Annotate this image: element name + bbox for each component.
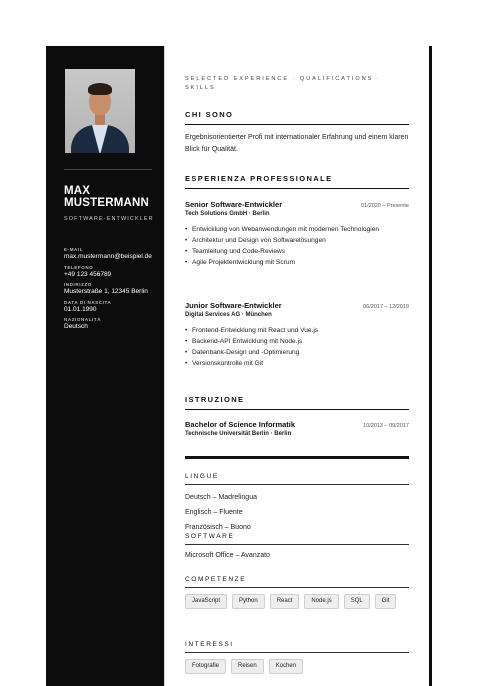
interests-list [185,659,409,674]
sidebar-divider [64,169,152,170]
school-name: Technische Universität Berlin · Berlin [185,431,292,437]
software-item: Microsoft Office – Avanzato [185,552,270,559]
section-rule [185,456,409,459]
interests-heading: INTERESSI [185,641,409,653]
education-dates: 10/2013 – 09/2017 [363,423,409,429]
email-value: max.mustermann@beispiel.de [64,253,152,260]
job-bullet: • Frontend-Entwicklung mit React und Vue.js [185,325,409,336]
nationality-value: Deutsch [64,323,88,330]
person-role: SOFTWARE-ENTWICKLER [64,216,154,222]
job-bullet: • Entwicklung von Webanwendungen mit modernen Technologien [185,224,409,235]
main-content [164,46,429,686]
job-entry [185,200,409,268]
job-bullet: • Versionskontrolle mit Git [185,358,409,369]
job-title: Senior Software-Entwickler [185,200,283,209]
software-heading: SOFTWARE [185,533,409,545]
education-entry [185,420,409,437]
interest-tag: Fotografie [185,659,226,674]
about-heading: CHI SONO [185,110,409,125]
job-bullets [185,325,409,369]
phone-label: TELEFONO [64,264,94,270]
skill-tag: JavaScript [185,594,227,609]
header-line: SELECTED EXPERIENCE · QUALIFICATIONS · SKILLS [185,76,381,91]
skill-tag: React [270,594,300,609]
job-bullet: • Teamleitung und Code-Reviews [185,246,409,257]
job-company: Digital Services AG · München [185,312,272,318]
language-item: Deutsch – Madrelingua [185,494,257,501]
skill-tag: Git [375,594,397,609]
person-name: MAX MUSTERMANN [64,185,150,209]
job-title: Junior Software-Entwickler [185,301,282,310]
nationality-label: NAZIONALITÀ [64,317,102,322]
skill-tag: Python [232,594,265,609]
job-dates: 01/2020 – Presente [360,203,409,209]
skill-tag: Node.js [304,594,338,609]
profile-photo [65,69,135,153]
job-entry [185,301,409,369]
education-heading: ISTRUZIONE [185,395,409,410]
experience-heading: ESPERIENZA PROFESSIONALE [185,174,409,189]
skill-tag: SQL [344,594,370,609]
interest-tag: Reisen [231,659,264,674]
job-bullet: • Backend-API Entwicklung mit Node.js [185,336,409,347]
language-item: Französisch – Buono [185,524,251,531]
languages-heading: LINGUE [185,473,409,485]
degree-title: Bachelor of Science Informatik [185,420,296,429]
about-text: Ergebnisorientierter Profi mit internationaler Erfahrung und einem klaren Blick für Qualität. [185,134,409,153]
address-label: INDIRIZZO [64,282,92,287]
skills-list [185,594,409,609]
job-bullet: • Datenbank-Design und -Optimierung [185,347,409,358]
job-bullet: • Architektur und Design von Softwarelösungen [185,235,409,246]
job-dates: 06/2017 – 12/2019 [363,304,409,310]
email-label: E-MAIL [64,247,84,252]
phone-value: +49 123 456789 [64,270,112,278]
job-company: Tech Solutions GmbH · Berlin [185,211,270,217]
language-item: Englisch – Fluente [185,509,243,516]
resume-page [46,46,432,686]
job-bullet: • Agile Projektentwicklung mit Scrum [185,257,409,268]
job-bullets [185,224,409,268]
languages-list [185,490,409,535]
interest-tag: Kochen [269,659,303,674]
birthdate-value: 01.01.1990 [64,305,97,313]
birthdate-label: DATA DI NASCITA [64,299,112,305]
skills-heading: COMPETENZE [185,576,409,588]
sidebar [46,46,164,686]
contact-info [64,247,162,335]
address-value: Musterstraße 1, 12345 Berlin [64,288,148,295]
